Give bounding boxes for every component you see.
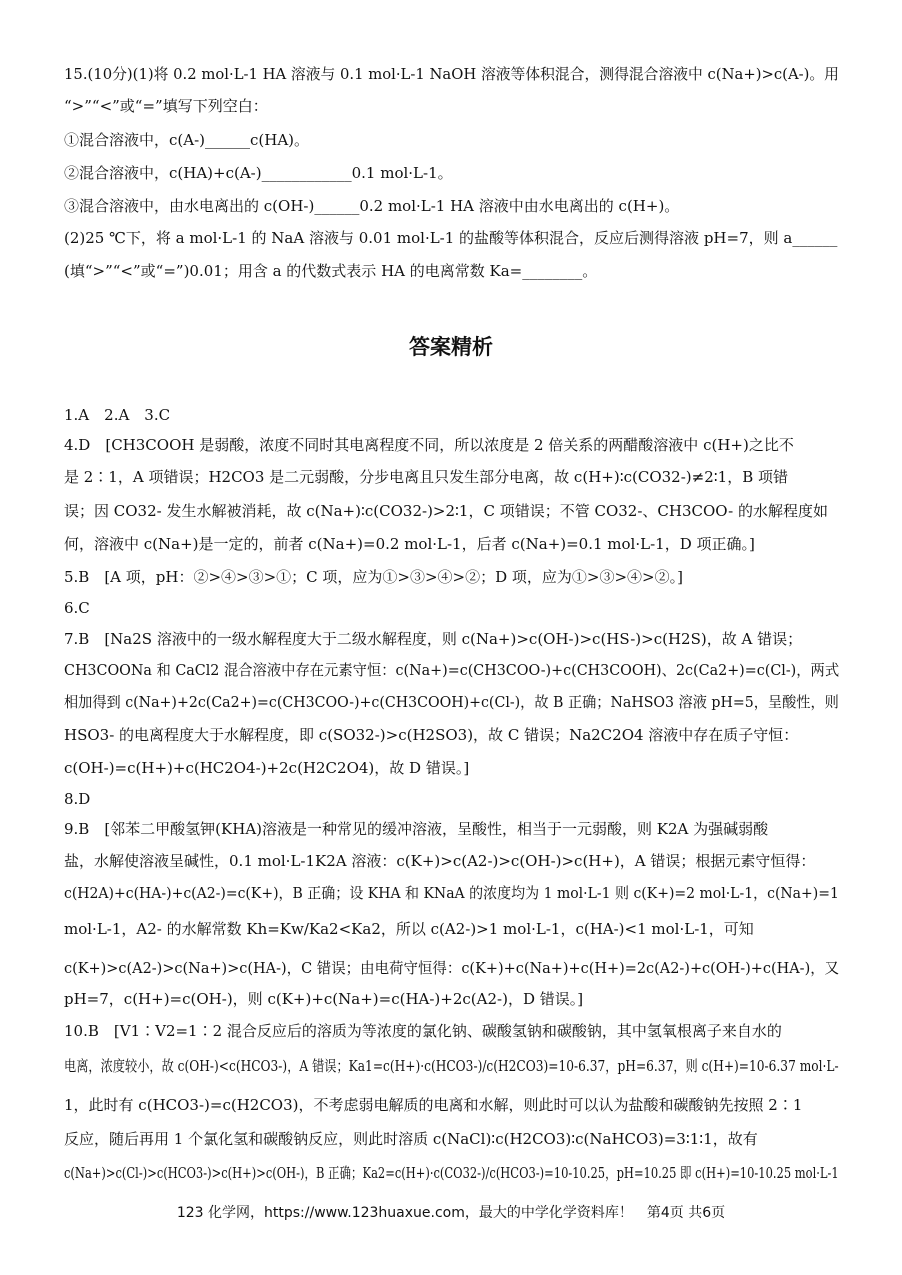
answer-line: 盐，水解使溶液呈碱性，0.1 mol·L-1K2A 溶液：c(K+)>c(A2-)>c(OH-)>c(H+)，A 错误；根据元素守恒得： bbox=[64, 852, 816, 870]
answer-line: 1.A 2.A 3.C bbox=[64, 406, 171, 424]
answer-line: 相加得到 c(Na+)+2c(Ca2+)=c(CH3COO-)+c(CH3COOH)+c(Cl-)，故 B 正确；NaHSO3 溶液 pH=5，呈酸性，则 bbox=[64, 693, 839, 711]
answer-line: CH3COONa 和 CaCl2 混合溶液中存在元素守恒：c(Na+)=c(CH3COO-)+c(CH3COOH)、2c(Ca2+)=c(Cl-)，两式 bbox=[64, 661, 840, 679]
answer-line: c(OH-)=c(H+)+c(HC2O4-)+2c(H2C2O4)，故 D 错误。] bbox=[64, 759, 470, 777]
answer-line: HSO3- 的电离程度大于水解程度，即 c(SO32-)>c(H2SO3)，故 C 错误；Na2C2O4 溶液中存在质子守恒： bbox=[64, 726, 799, 744]
answer-line: 是 2∶1，A 项错误；H2CO3 是二元弱酸，分步电离且只发生部分电离，故 c(H+)∶c(CO32-)≠2∶1，B 项错 bbox=[64, 468, 788, 486]
answer-line: 反应，随后再用 1 个氯化氢和碳酸钠反应，则此时溶质 c(NaCl)∶c(H2CO3)∶c(NaHCO3)=3∶1∶1，故有 bbox=[64, 1130, 758, 1148]
answer-line: 电离，浓度较小，故 c(OH-)<c(HCO3-)，A 错误；Ka1=c(H+)·c(HCO3-)/c(H2CO3)=10-6.37，pH=6.37，则 c(H+)=10-6.37 mol·L- bbox=[64, 1057, 839, 1075]
answer-line: mol·L-1，A2- 的水解常数 Kh=Kw/Ka2<Ka2，所以 c(A2-)>1 mol·L-1，c(HA-)<1 mol·L-1，可知 bbox=[64, 920, 754, 938]
answer-line: 9.B [邻苯二甲酸氢钾(KHA)溶液是一种常见的缓冲溶液，呈酸性，相当于一元弱酸，则 K2A 为强碱弱酸 bbox=[64, 820, 769, 838]
question-line: ②混合溶液中，c(HA)+c(A-)____________0.1 mol·L-1。 bbox=[64, 164, 453, 182]
answer-line: 5.B [A 项，pH：②>④>③>①；C 项，应为①>③>④>②；D 项，应为①>③>④>②。] bbox=[64, 568, 683, 586]
page-footer: 123 化学网，https://www.123huaxue.com，最大的中学化学资料库！ 第4页 共6页 bbox=[176, 1205, 726, 1221]
answer-line: 10.B [V1∶V2=1∶2 混合反应后的溶质为等浓度的氯化钠、碳酸氢钠和碳酸钠，其中氢氧根离子来自水的 bbox=[64, 1022, 782, 1040]
answer-line: 4.D [CH3COOH 是弱酸，浓度不同时其电离程度不同，所以浓度是 2 倍关系的两醋酸溶液中 c(H+)之比不 bbox=[64, 436, 794, 454]
answer-line: 1，此时有 c(HCO3-)=c(H2CO3)，不考虑弱电解质的电离和水解，则此时可以认为盐酸和碳酸钠先按照 2∶1 bbox=[64, 1096, 803, 1114]
answer-line: c(Na+)>c(Cl-)>c(HCO3-)>c(H+)>c(OH-)，B 正确；Ka2=c(H+)·c(CO32-)/c(HCO3-)=10-10.25，pH=10.25 即 c(H+)=10-10.25 mol·L-1 bbox=[64, 1164, 839, 1182]
question-line: ①混合溶液中，c(A-)______c(HA)。 bbox=[64, 131, 310, 149]
question-line: (填“>”“<”或“=”)0.01；用含 a 的代数式表示 HA 的电离常数 Ka=________。 bbox=[64, 262, 598, 280]
section-title: 答案精析 bbox=[409, 335, 493, 359]
question-line: “>”“<”或“=”填写下列空白： bbox=[64, 97, 268, 115]
answer-line: 8.D bbox=[64, 790, 91, 808]
answer-line: 何，溶液中 c(Na+)是一定的，前者 c(Na+)=0.2 mol·L-1，后者 c(Na+)=0.1 mol·L-1，D 项正确。] bbox=[64, 535, 755, 553]
question-line: (2)25 ℃下，将 a mol·L-1 的 NaA 溶液与 0.01 mol·L-1 的盐酸等体积混合，反应后测得溶液 pH=7，则 a______ bbox=[64, 229, 838, 247]
question-line: ③混合溶液中，由水电离出的 c(OH-)______0.2 mol·L-1 HA 溶液中由水电离出的 c(H+)。 bbox=[64, 197, 680, 215]
question-line: 15.(10分)(1)将 0.2 mol·L-1 HA 溶液与 0.1 mol·L-1 NaOH 溶液等体积混合，测得混合溶液中 c(Na+)>c(A-)。用 bbox=[64, 65, 839, 83]
answer-line: 误；因 CO32- 发生水解被消耗，故 c(Na+)∶c(CO32-)>2∶1，C 项错误；不管 CO32-、CH3COO- 的水解程度如 bbox=[64, 502, 828, 520]
answer-line: pH=7，c(H+)=c(OH-)，则 c(K+)+c(Na+)=c(HA-)+2c(A2-)，D 错误。] bbox=[64, 990, 584, 1008]
answer-line: c(K+)>c(A2-)>c(Na+)>c(HA-)，C 错误；由电荷守恒得：c(K+)+c(Na+)+c(H+)=2c(A2-)+c(OH-)+c(HA-)，又 bbox=[64, 959, 840, 977]
answer-line: c(H2A)+c(HA-)+c(A2-)=c(K+)，B 正确；设 KHA 和 KNaA 的浓度均为 1 mol·L-1 则 c(K+)=2 mol·L-1，c(Na+)=1 bbox=[64, 884, 839, 902]
answer-line: 7.B [Na2S 溶液中的一级水解程度大于二级水解程度，则 c(Na+)>c(OH-)>c(HS-)>c(H2S)，故 A 错误； bbox=[64, 630, 803, 648]
answer-line: 6.C bbox=[64, 599, 90, 617]
